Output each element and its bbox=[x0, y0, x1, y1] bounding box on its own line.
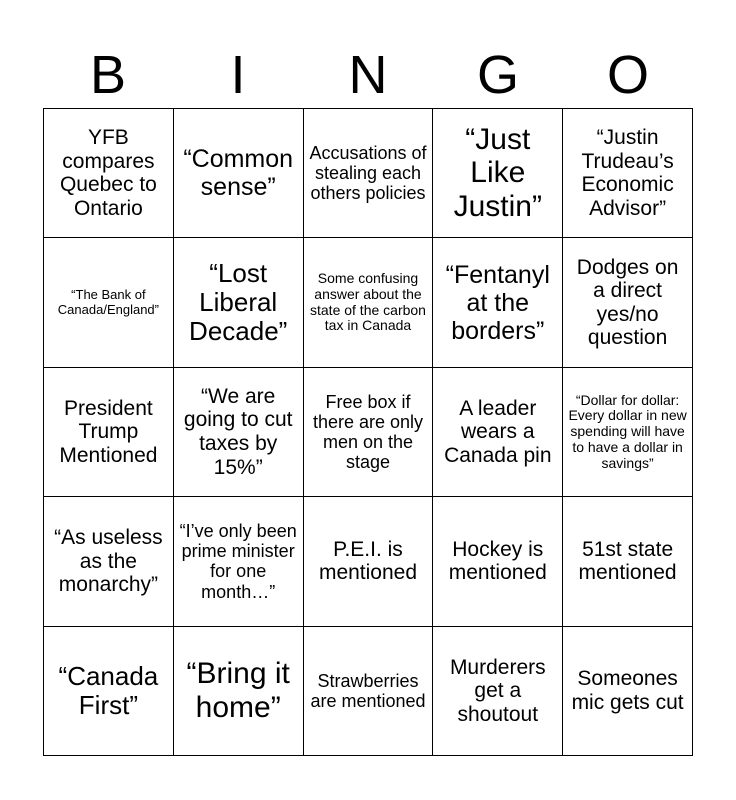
bingo-cell-r1-c4[interactable] bbox=[433, 109, 563, 238]
cell-text: Accusations of stealing each others policies bbox=[309, 142, 427, 204]
header-letter-o: O bbox=[606, 45, 649, 105]
bingo-cell-r3-c2[interactable] bbox=[174, 368, 304, 497]
cell-text: A leader wears a Canada pin bbox=[444, 396, 552, 467]
bingo-cell-r2-c5[interactable] bbox=[563, 238, 693, 367]
header-letter-i: I bbox=[230, 45, 246, 105]
cell-text: “Common sense” bbox=[183, 145, 294, 202]
cell-text: “Fentanyl at the borders” bbox=[445, 260, 550, 345]
cell-text: “Bring it home” bbox=[186, 657, 290, 724]
bingo-cell-r5-c3[interactable] bbox=[304, 627, 434, 756]
cell-text: “The Bank of Canada/England” bbox=[57, 287, 159, 317]
bingo-cell-r3-c5[interactable] bbox=[563, 368, 693, 497]
header-letter-g: G bbox=[476, 45, 519, 105]
bingo-cell-r5-c5[interactable] bbox=[563, 627, 693, 756]
bingo-cell-r1-c3[interactable] bbox=[304, 109, 434, 238]
cell-text: Strawberries are mentioned bbox=[310, 670, 426, 711]
cell-text: Hockey is mentioned bbox=[448, 537, 547, 585]
cell-text: Free box if there are only men on the stage bbox=[312, 391, 424, 473]
bingo-cell-r3-c3[interactable] bbox=[304, 368, 434, 497]
cell-text: Someones mic gets cut bbox=[571, 667, 684, 714]
cell-text: “I’ve only been prime minister for one month…” bbox=[179, 521, 297, 602]
bingo-cell-r1-c5[interactable] bbox=[563, 109, 693, 238]
cell-text: Some confusing answer about the state of the carbon tax in Canada bbox=[310, 270, 426, 334]
header-letter-n: N bbox=[348, 45, 388, 105]
bingo-cell-r4-c1[interactable] bbox=[44, 497, 174, 626]
cell-text: “As useless as the monarchy” bbox=[54, 526, 163, 597]
bingo-header bbox=[43, 42, 693, 108]
cell-text: 51st state mentioned bbox=[578, 537, 677, 585]
bingo-cell-r2-c2[interactable] bbox=[174, 238, 304, 367]
bingo-cell-r1-c1[interactable] bbox=[44, 109, 174, 238]
cell-text: “Just Like Justin” bbox=[453, 122, 542, 223]
cell-text: President Trump Mentioned bbox=[59, 396, 158, 467]
cell-text: YFB compares Quebec to Ontario bbox=[59, 126, 157, 220]
cell-text: Murderers get a shoutout bbox=[449, 655, 546, 726]
bingo-cell-r2-c4[interactable] bbox=[433, 238, 563, 367]
cell-text: “Dollar for dollar: Every dollar in new spending will have to have a dollar in savings” bbox=[568, 391, 687, 471]
cell-text: “Canada First” bbox=[58, 660, 159, 720]
bingo-cell-r2-c1[interactable] bbox=[44, 238, 174, 367]
bingo-cell-r1-c2[interactable] bbox=[174, 109, 304, 238]
bingo-cell-r4-c4[interactable] bbox=[433, 497, 563, 626]
cell-text: “Lost Liberal Decade” bbox=[189, 257, 288, 347]
bingo-cell-r3-c1[interactable] bbox=[44, 368, 174, 497]
bingo-board bbox=[43, 108, 693, 756]
cell-text: “Justin Trudeau’s Economic Advisor” bbox=[581, 126, 674, 220]
bingo-cell-r5-c2[interactable] bbox=[174, 627, 304, 756]
header-letter-b: B bbox=[89, 45, 127, 105]
bingo-cell-r4-c2[interactable] bbox=[174, 497, 304, 626]
cell-text: Dodges on a direct yes/no question bbox=[576, 255, 679, 350]
cell-text: “We are going to cut taxes by 15%” bbox=[183, 384, 293, 479]
bingo-cell-r3-c4[interactable] bbox=[433, 368, 563, 497]
bingo-cell-r5-c1[interactable] bbox=[44, 627, 174, 756]
bingo-cell-r5-c4[interactable] bbox=[433, 627, 563, 756]
bingo-cell-r4-c3[interactable] bbox=[304, 497, 434, 626]
bingo-cell-r4-c5[interactable] bbox=[563, 497, 693, 626]
cell-text: P.E.I. is mentioned bbox=[318, 537, 418, 585]
bingo-cell-r2-c3[interactable] bbox=[304, 238, 434, 367]
